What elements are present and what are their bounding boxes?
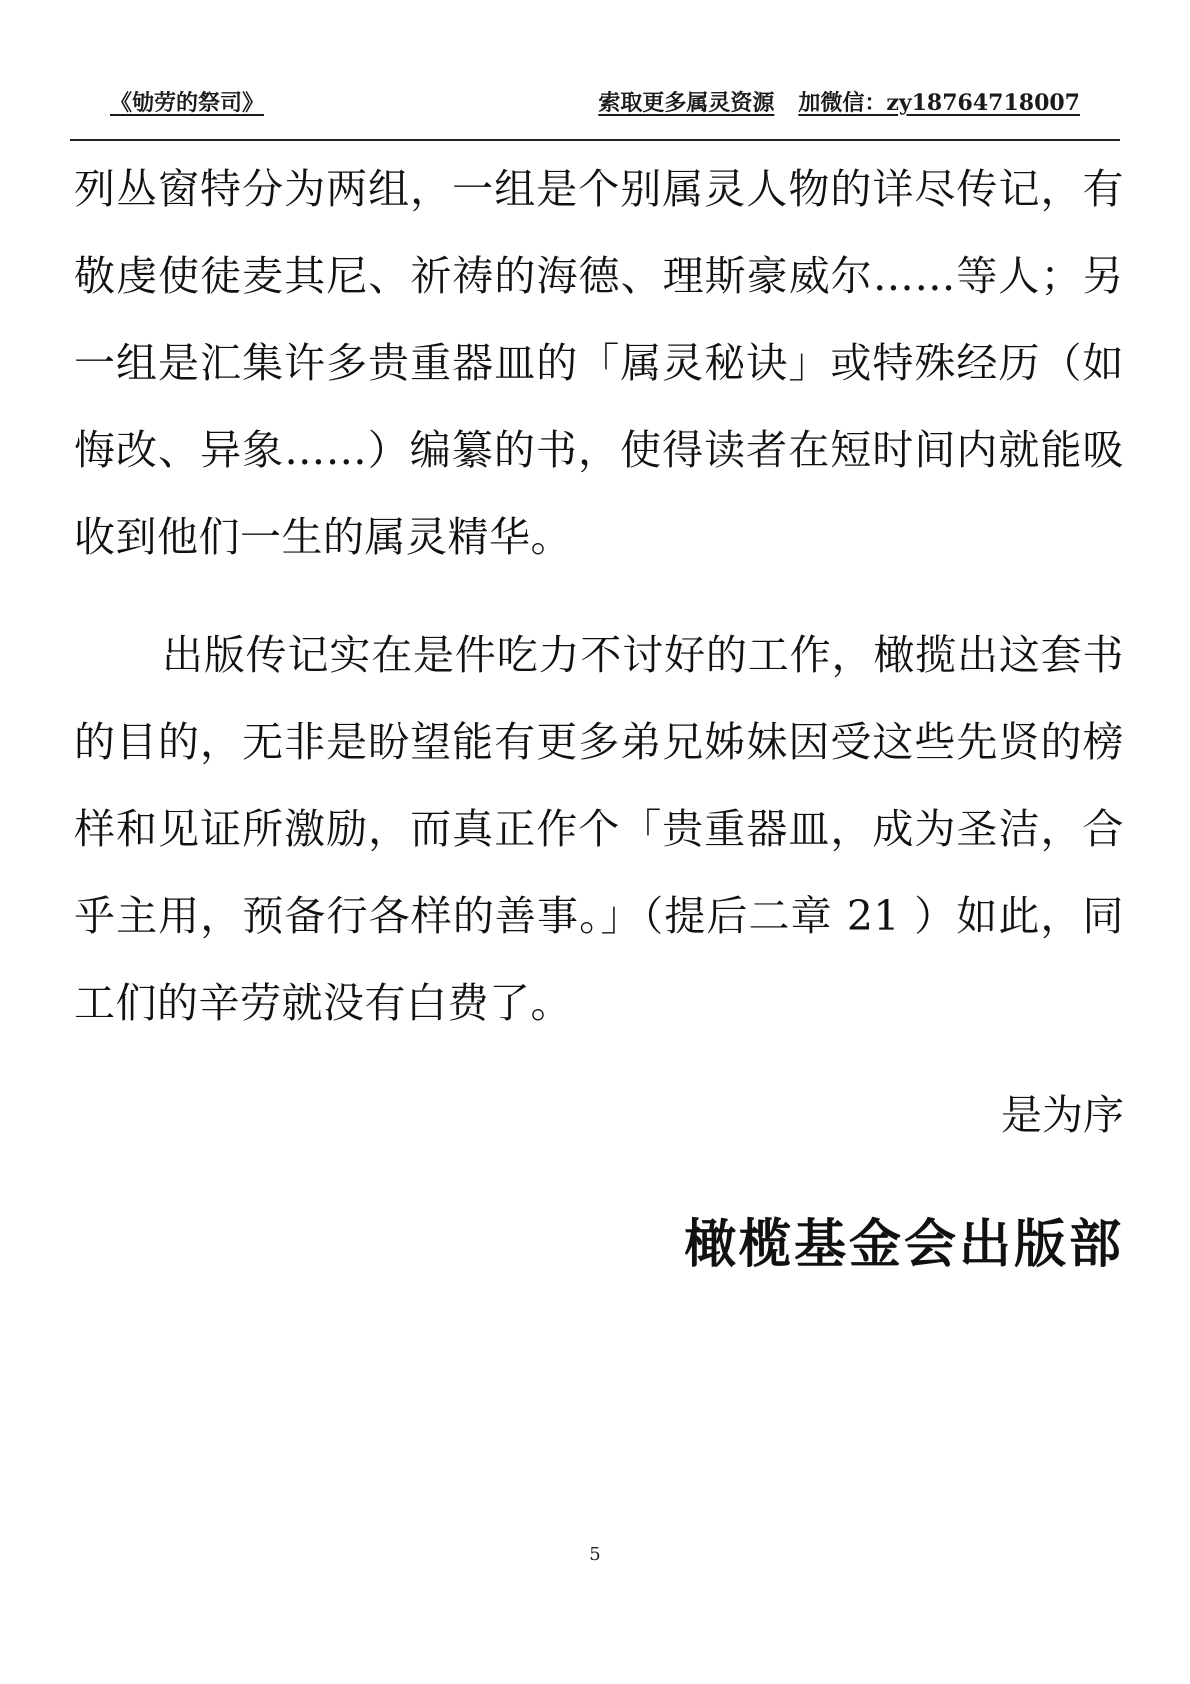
- closing-line: 是为序: [1001, 1091, 1124, 1139]
- paragraph-1: 列丛窗特分为两组，一组是个别属灵人物的详尽传记，有敬虔使徒麦其尼、祈祷的海德、理斯豪威尔……等人；另一组是汇集许多贵重器皿的「属灵秘诀」或特殊经历（如悔改、异象……）编纂的书，使得读者在短时间内就能吸收到他们一生的属灵精华。: [74, 165, 1124, 561]
- header-promo: [598, 86, 1080, 117]
- book-title: 《劬劳的祭司》: [110, 90, 265, 116]
- page-header: [110, 86, 1080, 120]
- wechat-contact: 加微信：zy18764718007: [798, 90, 1080, 116]
- page-number: 5: [589, 1544, 601, 1565]
- header-divider: [70, 139, 1120, 141]
- promo-text: 索取更多属灵资源: [598, 90, 775, 116]
- signature: 橄榄基金会出版部: [683, 1214, 1124, 1275]
- paragraph-2: 出版传记实在是件吃力不讨好的工作，橄揽出这套书的目的，无非是盼望能有更多弟兄姊妹因受这些先贤的榜样和见证所激励，而真正作个「贵重器皿，成为圣洁，合乎主用，预备行各样的善事。」（提后二章 21 ）如此，同工们的辛劳就没有白费了。: [74, 631, 1124, 1027]
